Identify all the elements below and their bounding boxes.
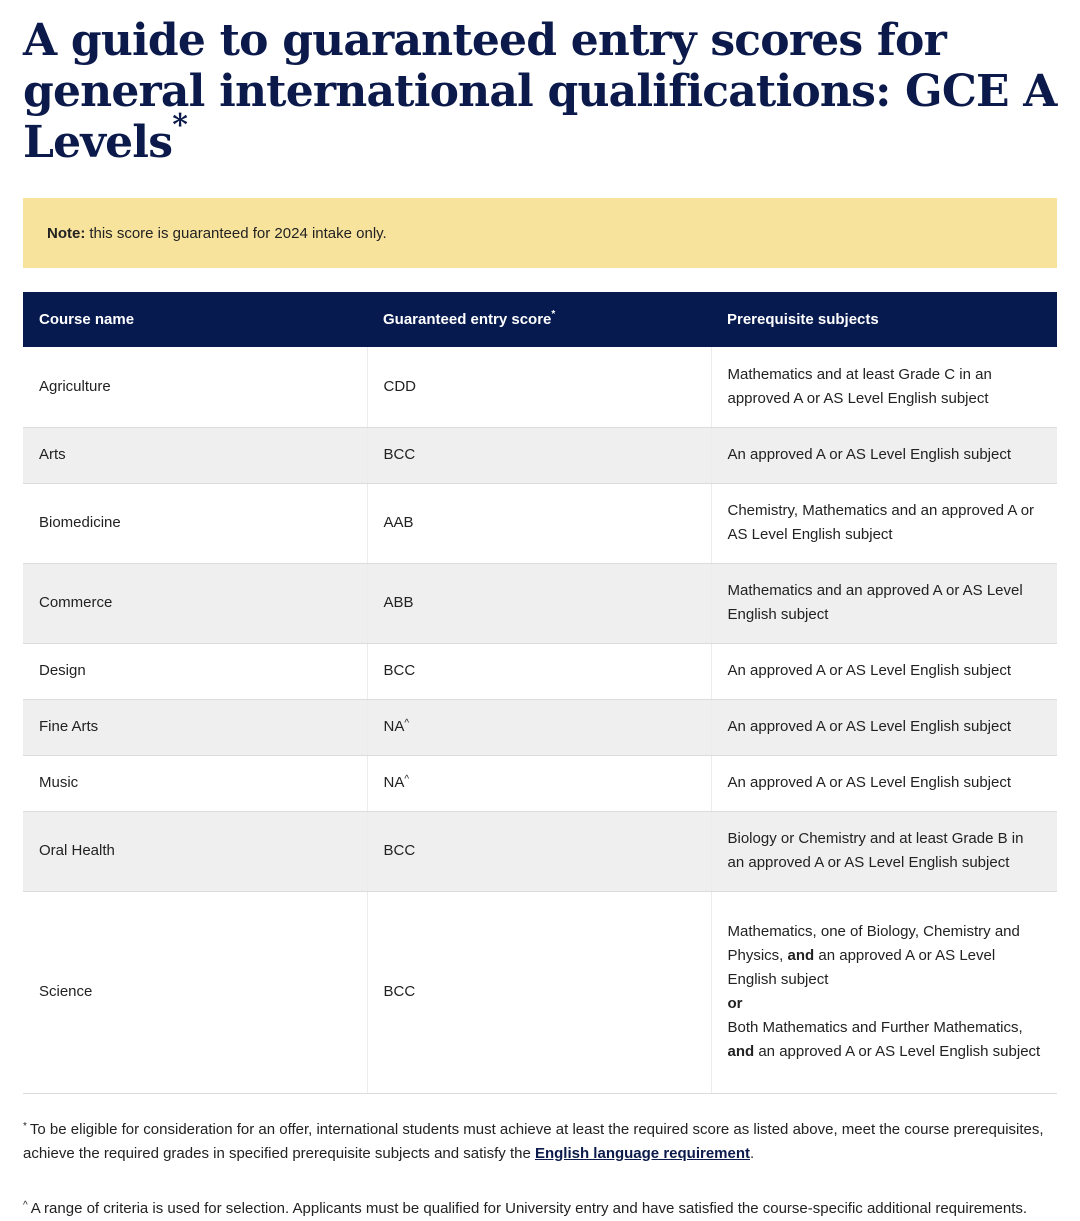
header-entry-score: Guaranteed entry score* — [367, 292, 711, 347]
course-name: Oral Health — [23, 811, 367, 891]
note-banner — [23, 198, 1057, 268]
table-header-row — [23, 292, 1057, 347]
table-row — [23, 483, 1057, 563]
entry-score: CDD — [367, 347, 711, 427]
course-name: Fine Arts — [23, 699, 367, 755]
entry-score: BCC — [367, 643, 711, 699]
prerequisite-subjects: Mathematics and an approved A or AS Level English subject — [711, 563, 1057, 643]
title-footnote-marker: * — [172, 108, 188, 143]
entry-score: AAB — [367, 483, 711, 563]
prerequisite-subjects: An approved A or AS Level English subject — [711, 699, 1057, 755]
prerequisite-subjects: Biology or Chemistry and at least Grade B in an approved A or AS Level English subject — [711, 811, 1057, 891]
prerequisite-subjects: Mathematics, one of Biology, Chemistry and Physics, and an approved A or AS Level English subject or Both Mathematics and Further Mathematics, and an approved A or AS Level English subject — [711, 891, 1057, 1093]
course-name: Commerce — [23, 563, 367, 643]
footnote-star: * To be eligible for consideration for an offer, international students must achieve at least the required score as listed above, meet the course prerequisites, achieve the required grades in specified prerequisite subjects and satisfy the English language requirement. — [23, 1120, 1044, 1162]
prerequisite-subjects: Mathematics and at least Grade C in an approved A or AS Level English subject — [711, 347, 1057, 427]
prerequisite-subjects: An approved A or AS Level English subject — [711, 427, 1057, 483]
course-name: Arts — [23, 427, 367, 483]
entry-score: BCC — [367, 811, 711, 891]
course-name: Agriculture — [23, 347, 367, 427]
table-row — [23, 699, 1057, 755]
header-course-name: Course name — [23, 292, 367, 347]
course-name: Music — [23, 755, 367, 811]
prerequisite-subjects: An approved A or AS Level English subject — [711, 755, 1057, 811]
table-row — [23, 427, 1057, 483]
footnotes — [23, 1118, 1057, 1221]
entry-score: NA^ — [367, 755, 711, 811]
table-row — [23, 563, 1057, 643]
course-name: Biomedicine — [23, 483, 367, 563]
table-row — [23, 755, 1057, 811]
english-language-requirement-link[interactable]: English language requirement — [534, 1144, 751, 1162]
entry-score: ABB — [367, 563, 711, 643]
prerequisite-subjects: An approved A or AS Level English subject — [711, 643, 1057, 699]
prerequisite-subjects: Chemistry, Mathematics and an approved A or AS Level English subject — [711, 483, 1057, 563]
note-label: Note: — [47, 224, 86, 242]
table-row — [23, 643, 1057, 699]
table-row — [23, 891, 1057, 1093]
footnote-caret: ^ A range of criteria is used for selection. Applicants must be qualified for University entry and have satisfied the course-specific additional requirements. — [23, 1199, 1028, 1217]
header-score-marker: * — [551, 309, 556, 320]
page-title-text: A guide to guaranteed entry scores for general international qualifications: GCE A Levels — [23, 15, 1057, 168]
header-prerequisites: Prerequisite subjects — [711, 292, 1057, 347]
entry-scores-table — [23, 292, 1057, 1094]
table-row — [23, 811, 1057, 891]
entry-score: NA^ — [367, 699, 711, 755]
entry-score: BCC — [367, 427, 711, 483]
entry-score: BCC — [367, 891, 711, 1093]
page-title — [23, 0, 1057, 168]
course-name: Science — [23, 891, 367, 1093]
course-name: Design — [23, 643, 367, 699]
note-text: this score is guaranteed for 2024 intake only. — [89, 224, 387, 242]
table-row — [23, 347, 1057, 427]
